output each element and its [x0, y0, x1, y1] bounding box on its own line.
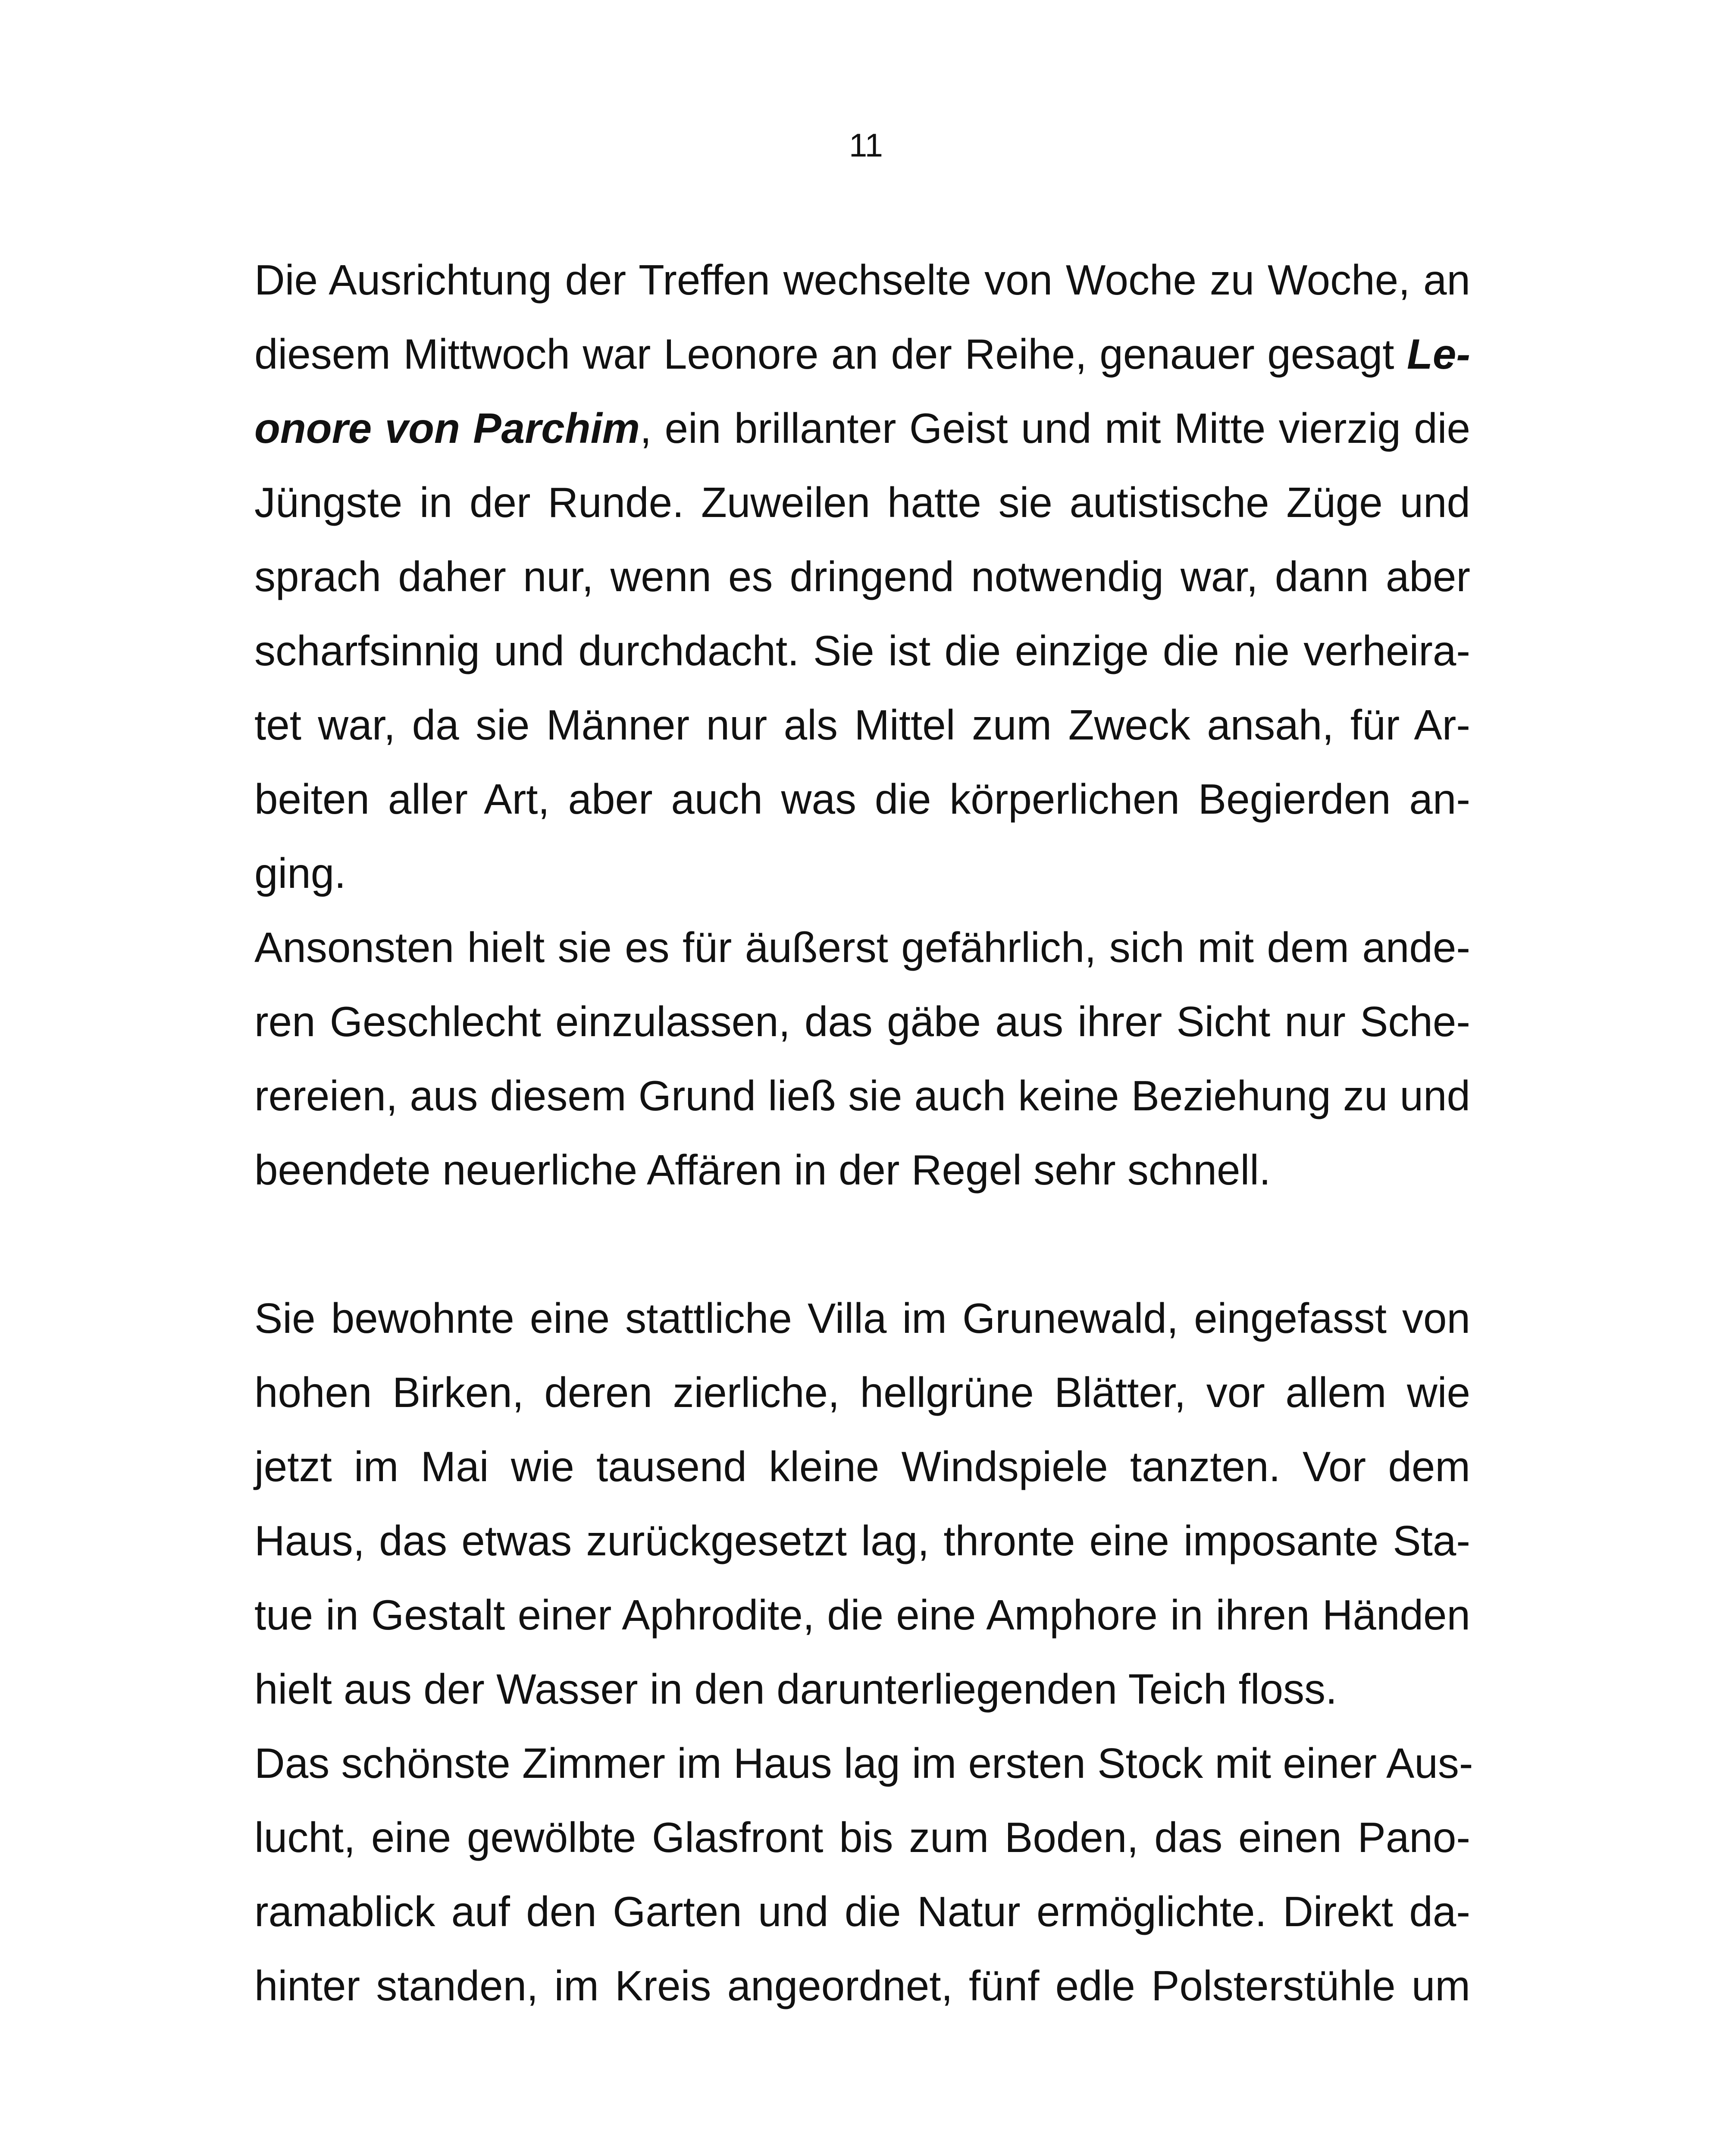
- emphasized-name: onore von Parchim: [254, 404, 640, 452]
- text-line: Die Ausrichtung der Treffen wechselte von Woche zu Woche, an: [254, 256, 1470, 304]
- text-line: Jüngste in der Runde. Zuweilen hatte sie autistische Züge und: [254, 479, 1470, 526]
- text-line: Haus, das etwas zurückgesetzt lag, thronte eine imposante Sta-: [254, 1517, 1470, 1564]
- text-line: [254, 330, 1470, 378]
- text-line: ging.: [254, 849, 346, 897]
- text-line: scharfsinnig und durchdacht. Sie ist die einzige die nie verheira-: [254, 627, 1470, 674]
- text-line: ren Geschlecht einzulassen, das gäbe aus ihrer Sicht nur Sche-: [254, 998, 1470, 1045]
- text-line: jetzt im Mai wie tausend kleine Windspiele tanzten. Vor dem: [254, 1443, 1470, 1490]
- text-line: tet war, da sie Männer nur als Mittel zum Zweck ansah, für Ar-: [254, 701, 1470, 749]
- text-line: hielt aus der Wasser in den darunterliegenden Teich floss.: [254, 1665, 1337, 1713]
- text-line: Sie bewohnte eine stattliche Villa im Grunewald, eingefasst von: [254, 1294, 1470, 1342]
- text-line: beiten aller Art, aber auch was die körperlichen Begierden an-: [254, 775, 1470, 823]
- text-line: hinter standen, im Kreis angeordnet, fünf edle Polsterstühle um: [254, 1962, 1470, 2009]
- text-line: rereien, aus diesem Grund ließ sie auch keine Beziehung zu und: [254, 1072, 1470, 1119]
- text-line: sprach daher nur, wenn es dringend notwendig war, dann aber: [254, 553, 1470, 600]
- text-line: Das schönste Zimmer im Haus lag im ersten Stock mit einer Aus-: [254, 1739, 1473, 1787]
- page-number: 11: [849, 127, 883, 164]
- text-line: hohen Birken, deren zierliche, hellgrüne Blätter, vor allem wie: [254, 1369, 1470, 1416]
- text-line: ramablick auf den Garten und die Natur ermöglichte. Direkt da-: [254, 1888, 1470, 1935]
- text-line: [254, 404, 1470, 452]
- text-segment: , ein brillanter Geist und mit Mitte vierzig die: [639, 404, 1470, 452]
- text-line: lucht, eine gewölbte Glasfront bis zum Boden, das einen Pano-: [254, 1814, 1470, 1861]
- text-line: tue in Gestalt einer Aphrodite, die eine Amphore in ihren Händen: [254, 1591, 1470, 1639]
- text-segment: diesem Mittwoch war Leonore an der Reihe, genauer gesagt: [254, 330, 1407, 378]
- text-line: beendete neuerliche Affären in der Regel sehr schnell.: [254, 1146, 1271, 1194]
- emphasized-name: Le-: [1407, 330, 1470, 378]
- text-line: Ansonsten hielt sie es für äußerst gefährlich, sich mit dem ande-: [254, 924, 1470, 971]
